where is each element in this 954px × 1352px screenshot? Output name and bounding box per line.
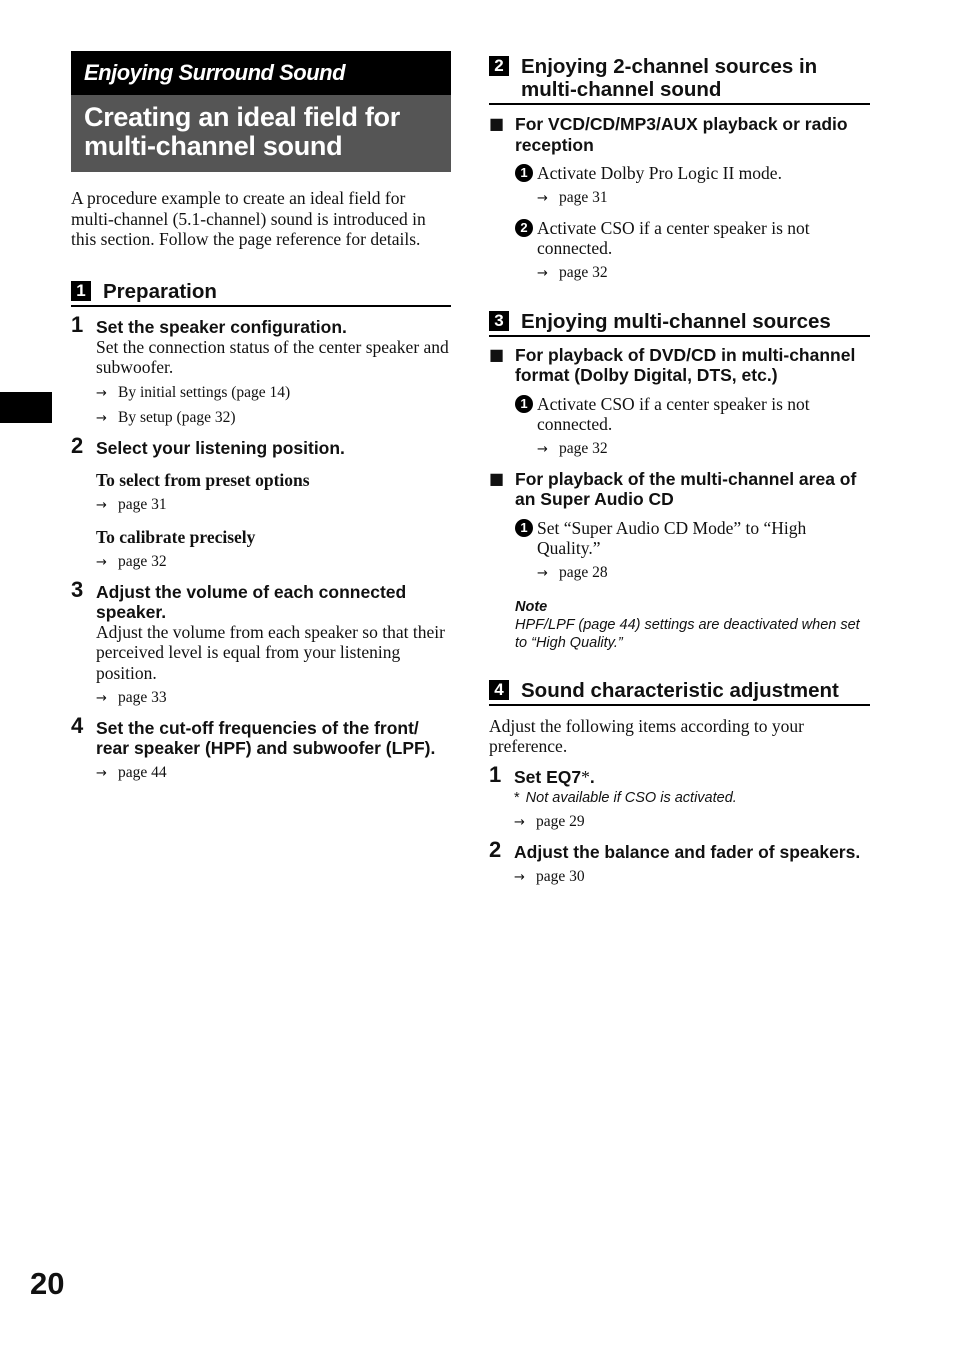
- page-title: [71, 95, 451, 172]
- page-reference: → page 32: [537, 439, 608, 457]
- square-bullet-icon: ■: [489, 344, 505, 364]
- square-bullet-icon: ■: [489, 114, 505, 133]
- section-number: 2: [489, 56, 509, 76]
- arrow-icon: →: [96, 766, 107, 781]
- circled-number-icon: 1: [515, 395, 533, 413]
- group-heading: ■ For playback of DVD/CD in multi-channel format (Dolby Digital, DTS, etc.): [489, 344, 856, 385]
- page-reference: → By setup (page 32): [96, 408, 236, 426]
- step-title: Set EQ7*.: [514, 766, 595, 787]
- group-heading: ■ For playback of the multi-channel area of an Super Audio CD: [489, 468, 857, 509]
- section-sound-adjustment: [489, 679, 870, 887]
- circled-number-icon: 1: [515, 519, 533, 537]
- arrow-icon: →: [96, 410, 107, 426]
- step-title: Select your listening position.: [96, 437, 345, 458]
- section-title: Sound characteristic adjustment: [521, 678, 839, 702]
- arrow-icon: →: [514, 869, 525, 885]
- step-number: 3: [71, 576, 84, 602]
- section-number: 4: [489, 680, 509, 700]
- step-number: 1: [489, 761, 502, 787]
- page-reference: → page 44: [96, 764, 167, 781]
- section-text: Adjust the following items according to your preference.: [489, 715, 804, 756]
- section-2-channel: [489, 55, 870, 283]
- step-3: [71, 576, 451, 709]
- section-heading: [489, 679, 870, 706]
- step-1: [489, 761, 870, 832]
- footnote: * Not available if CSO is activated.: [514, 789, 737, 806]
- step-number: 4: [71, 713, 84, 738]
- step-1: [71, 311, 451, 428]
- page-reference: → page 32: [537, 263, 608, 281]
- list-item: 1 Set “Super Audio CD Mode” to “High Quality.”: [515, 518, 870, 559]
- page-title-line1: Creating an ideal field for: [84, 102, 400, 132]
- page-reference: → page 30: [514, 867, 585, 885]
- arrow-icon: →: [537, 190, 548, 206]
- page-reference: → page 32: [96, 552, 167, 570]
- intro-paragraph: A procedure example to create an ideal field for multi-channel (5.1-channel) sound is introduced in this section. Follow the page reference for details.: [71, 188, 426, 249]
- section-number: 1: [71, 281, 91, 301]
- step-title: Set the cut-off frequencies of the front/ rear speaker (HPF) and subwoofer (LPF).: [96, 718, 436, 758]
- arrow-icon: →: [537, 441, 548, 457]
- page-reference: → page 29: [514, 812, 585, 830]
- section-multi-channel: [489, 310, 870, 652]
- arrow-icon: →: [96, 554, 107, 570]
- right-column: [489, 55, 870, 887]
- step-text: Adjust the volume from each speaker so that their perceived level is equal from your listening position.: [96, 621, 445, 683]
- section-title: Preparation: [103, 279, 217, 303]
- step-4: [71, 713, 451, 783]
- section-number: 3: [489, 311, 509, 331]
- category-header: [71, 51, 451, 95]
- arrow-icon: →: [96, 691, 107, 706]
- note-text: HPF/LPF (page 44) settings are deactivated when set to “High Quality.”: [515, 616, 860, 651]
- step-title: Set the speaker configuration.: [96, 316, 347, 337]
- section-title: Enjoying 2-channel sources in multi-channel sound: [521, 55, 818, 101]
- list-item: 1 Activate CSO if a center speaker is not connected.: [515, 394, 870, 435]
- step-number: 2: [489, 836, 502, 862]
- step-2: [71, 432, 451, 572]
- page-reference: → page 31: [96, 495, 167, 513]
- list-item: 2 Activate CSO if a center speaker is not connected.: [515, 218, 870, 259]
- section-heading: [71, 280, 451, 307]
- section-preparation: [71, 280, 451, 784]
- step-number: 2: [71, 432, 84, 458]
- arrow-icon: →: [96, 385, 107, 401]
- step-title: Adjust the balance and fader of speakers.: [514, 841, 861, 862]
- circled-number-icon: 2: [515, 219, 533, 237]
- subheading: To select from preset options: [96, 469, 310, 490]
- chapter-tab-marker: [0, 392, 52, 423]
- section-heading: [489, 310, 870, 337]
- page-reference: → page 28: [537, 563, 608, 581]
- arrow-icon: →: [537, 565, 548, 581]
- arrow-icon: →: [514, 814, 525, 830]
- category-label: Enjoying Surround Sound: [84, 60, 346, 85]
- step-text: Set the connection status of the center speaker and subwoofer.: [96, 336, 449, 377]
- left-column: [71, 51, 451, 783]
- page-reference: → page 31: [537, 188, 608, 206]
- square-bullet-icon: ■: [489, 468, 505, 488]
- circled-number-icon: 1: [515, 164, 533, 182]
- arrow-icon: →: [96, 497, 107, 513]
- section-title: Enjoying multi-channel sources: [521, 309, 831, 333]
- group-heading: ■ For VCD/CD/MP3/AUX playback or radio reception: [489, 114, 848, 155]
- list-item: 1 Activate Dolby Pro Logic II mode.: [515, 163, 870, 184]
- step-title: Adjust the volume of each connected speaker.: [96, 581, 407, 622]
- arrow-icon: →: [537, 265, 548, 281]
- page-reference: → page 33: [96, 689, 167, 706]
- page-reference: → By initial settings (page 14): [96, 383, 291, 401]
- page-title-line2: multi-channel sound: [84, 131, 343, 161]
- section-heading: [489, 55, 870, 105]
- step-2: [489, 836, 870, 887]
- note-title: Note: [515, 598, 548, 615]
- subheading: To calibrate precisely: [96, 526, 256, 547]
- step-number: 1: [71, 311, 84, 337]
- page-number: 20: [30, 1266, 65, 1301]
